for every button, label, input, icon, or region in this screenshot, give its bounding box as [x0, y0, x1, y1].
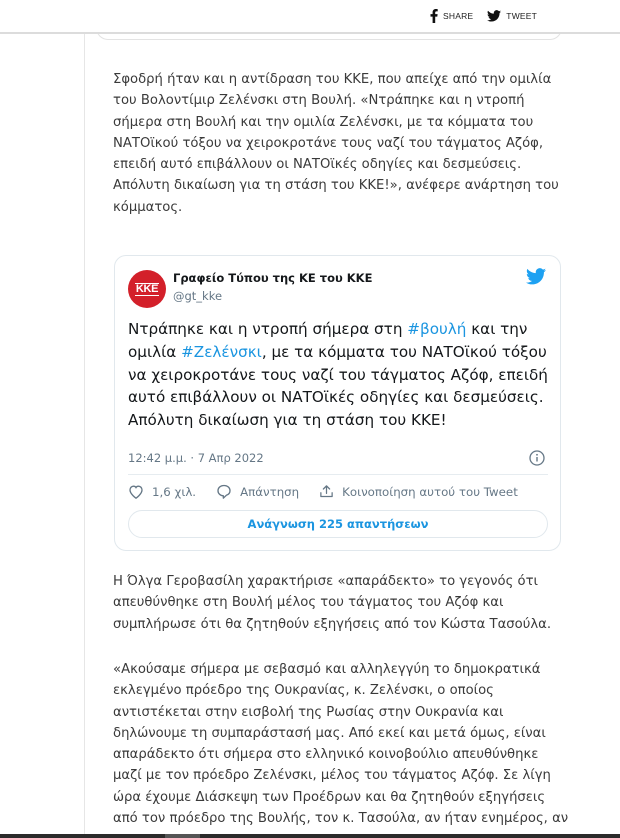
reply-button[interactable]	[216, 484, 299, 499]
facebook-share-button[interactable]	[430, 9, 473, 23]
text-line: «Ακούσαμε σήμερα με σεβασμό και αλληλεγγύη το δημοκρατικά	[113, 662, 541, 677]
tweet-text-segment: Ντράπηκε και η ντροπή σήμερα στη	[128, 320, 408, 338]
text-line: ΝΑΤΟϊκού τόξου να χειροκροτάνε τους ναζί του τάγματος Αζόφ,	[113, 135, 544, 151]
share-tweet-button[interactable]	[319, 484, 518, 499]
info-icon[interactable]	[529, 450, 545, 470]
text-line: απευθύνθηκε στη Βουλή μέλος του τάγματος του Αζόφ και	[113, 595, 504, 611]
text-line: σήμερα στη Βουλή και την ομιλία Ζελένσκι, με τα κόμματα του	[113, 114, 534, 130]
text-line: του Βολοντίμιρ Ζελένσκι στη Βουλή. «Ντράπηκε και η ντροπή	[113, 93, 525, 109]
article-paragraph-2	[113, 571, 575, 635]
bottom-scrollbar[interactable]	[0, 834, 620, 838]
share-label: SHARE	[443, 11, 474, 21]
text-line: δηλώνουμε τη συμπαράστασή μας. Από εκεί και μετά όμως, είναι	[113, 725, 546, 741]
scrollbar-thumb[interactable]	[165, 834, 200, 838]
tweet-text	[128, 318, 548, 432]
facebook-icon	[430, 9, 438, 23]
tweet-actions	[128, 484, 538, 499]
text-line: απαράδεκτο ότι σήμερα στο ελληνικό κοινοβούλιο απευθύνθηκε	[113, 747, 539, 763]
text-line: εκλεγμένο πρόεδρο της Ουκρανίας, κ. Ζελένσκι, ο οποίος	[113, 683, 494, 699]
reply-bubble-icon	[216, 484, 232, 499]
tweet-author-name[interactable]: Γραφείο Τύπου της ΚΕ του ΚΚΕ	[173, 271, 373, 285]
article-paragraph-3	[113, 659, 575, 829]
tweet-text-segment: και την ομιλία	[128, 320, 528, 361]
embedded-tweet[interactable]	[114, 255, 561, 551]
tweet-share-button[interactable]	[487, 10, 537, 22]
read-replies-button[interactable]: Ανάγνωση 225 απαντήσεων	[128, 510, 548, 538]
text-line: συμπλήρωσε ότι θα ζητηθούν εξηγήσεις από τον Κώστα Τασούλα.	[113, 616, 552, 632]
text-line: επειδή αυτό επιβάλλουν οι ΝΑΤΟϊκές οδηγίες και δεσμεύσεις.	[113, 157, 522, 173]
divider	[128, 474, 548, 475]
text-line: Η Όλγα Γεροβασίλη χαρακτήρισε «απαράδεκτο» το γεγονός ότι	[113, 574, 539, 589]
share-upload-icon	[319, 484, 334, 499]
text-line: Σφοδρή ήταν και η αντίδραση του ΚΚΕ, που απείχε από την ομιλία	[113, 72, 552, 87]
avatar[interactable]	[128, 270, 166, 308]
like-count: 1,6 χιλ.	[152, 484, 197, 499]
tweet-text-segment: , με τα κόμματα του ΝΑΤΟϊκού τόξου να χειροκροτάνε τους ναζί του τάγματος Αζόφ, επειδή αυτό επιβάλλουν οι ΝΑΤΟϊκές οδηγίες και δεσμεύσεις. Απόλυτη δικαίωση για τη στάση του ΚΚΕ!	[128, 342, 548, 430]
avatar-logo-text: KKE	[135, 282, 159, 295]
share-toolbar	[0, 0, 620, 34]
share-group	[430, 9, 537, 23]
text-line: αντιστέκεται στην εισβολή της Ρωσίας στην Ουκρανία και	[113, 704, 504, 720]
text-line: ώρα έχουμε Διάσκεψη των Προέδρων και θα ζητηθούν εξηγήσεις	[113, 789, 546, 805]
tweet-timestamp[interactable]: 12:42 μ.μ. · 7 Απρ 2022	[128, 451, 264, 465]
like-button[interactable]	[128, 484, 196, 499]
left-sidebar	[0, 34, 85, 838]
twitter-logo-icon[interactable]	[526, 268, 546, 289]
hashtag-link[interactable]: #Ζελένσκι	[181, 342, 262, 361]
heart-icon	[128, 484, 144, 499]
reply-label: Απάντηση	[240, 484, 300, 499]
text-line: μαζί με τον πρόεδρο Ζελένσκι, μέλος του τάγματος Αζόφ. Σε λίγη	[113, 768, 551, 784]
hashtag-link[interactable]: #βουλή	[407, 320, 467, 338]
tweet-label: TWEET	[506, 11, 538, 21]
article-paragraph-1	[113, 69, 575, 218]
tweet-author-handle[interactable]: @gt_kke	[173, 289, 223, 303]
text-line: από τον πρόεδρο της Βουλής, τον κ. Τασούλα, αν ήταν ενημέρος, αν	[113, 811, 569, 827]
share-tweet-label: Κοινοποίηση αυτού του Tweet	[342, 484, 518, 499]
text-line: Απόλυτη δικαίωση για τη στάση του ΚΚΕ!», ανέφερε ανάρτηση του	[113, 178, 559, 194]
twitter-bird-icon	[487, 10, 501, 22]
text-line: κόμματος.	[113, 199, 183, 215]
